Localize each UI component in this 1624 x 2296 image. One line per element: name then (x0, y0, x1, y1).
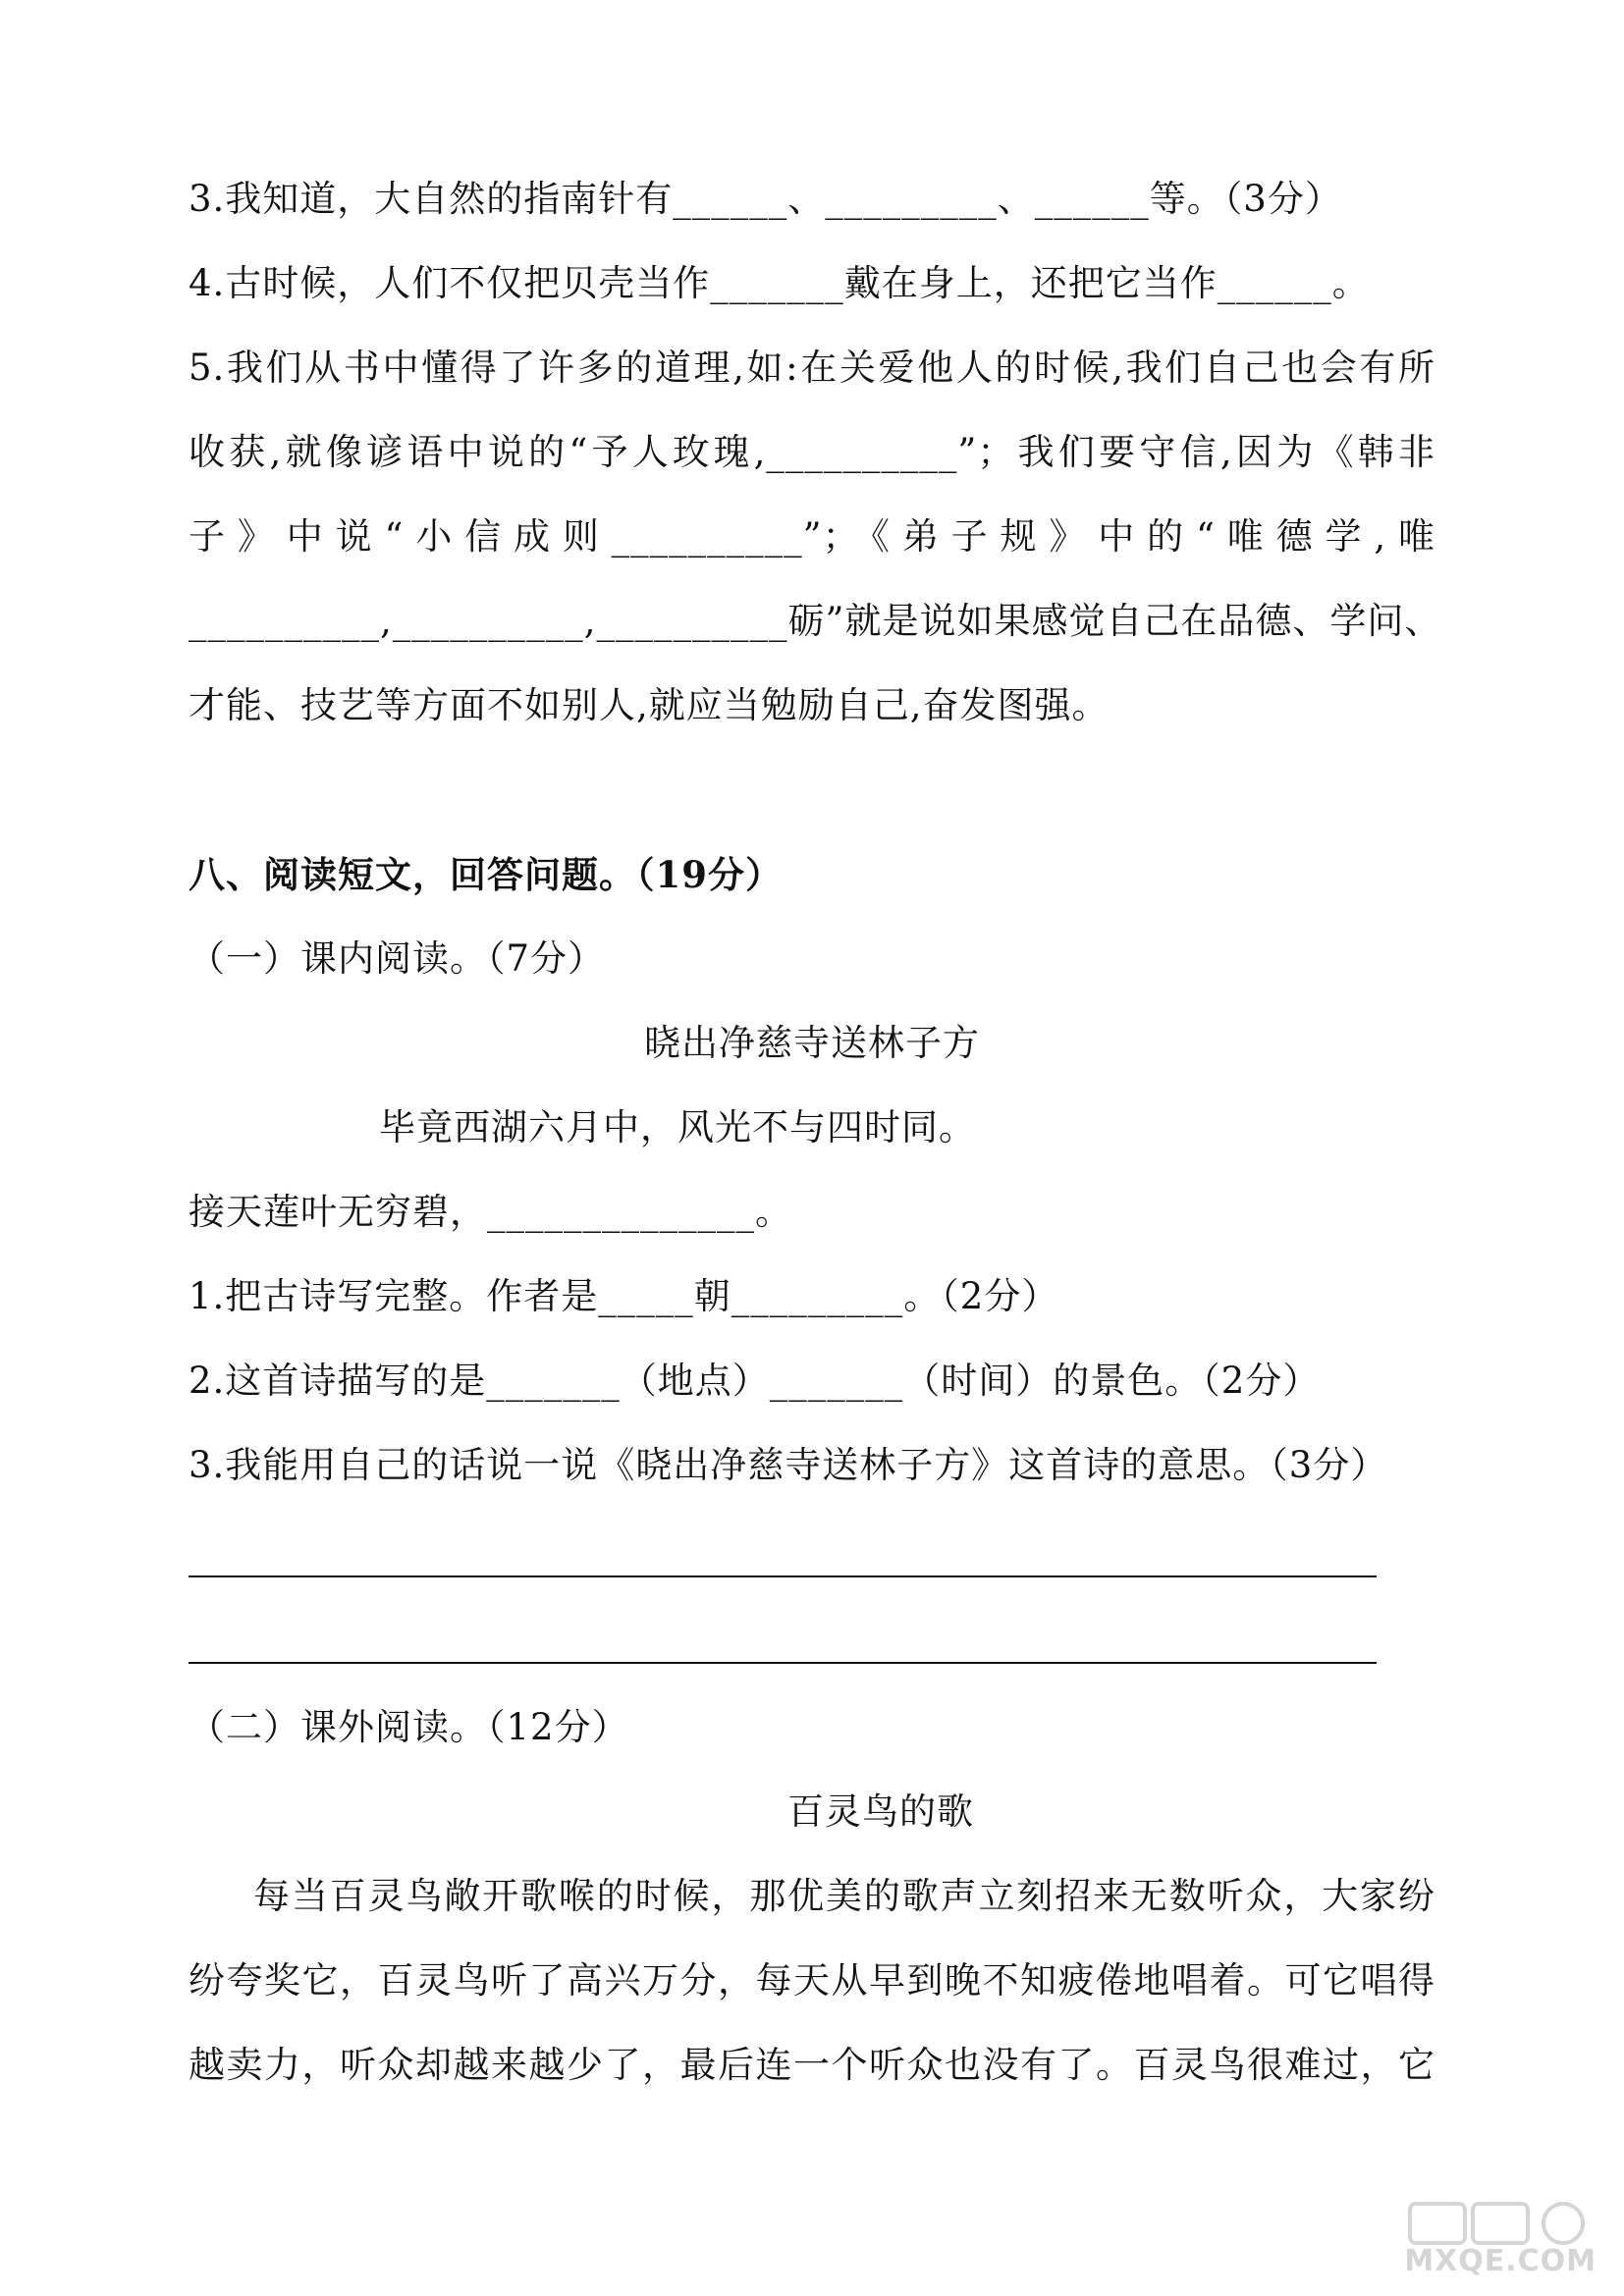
answer-stamp-logo-icon (1400, 2200, 1597, 2249)
question-7-3: 3.我知道，大自然的指南针有______、_________、______等。（3分） (189, 178, 1342, 220)
question-8-1-1: 1.把古诗写完整。作者是_____朝_________。（2分） (189, 1275, 1059, 1317)
answer-line-1[interactable] (189, 1575, 1377, 1577)
question-7-5-line1: 5.我们从书中懂得了许多的道理,如:在关爱他人的时候,我们自己也会有所 (189, 347, 1435, 389)
question-7-5-line3: 子》中说“小信成则__________”；《弟子规》中的“唯德学,唯 (189, 515, 1435, 558)
watermark-text: MXQE.COM (1404, 2244, 1597, 2278)
poem-line-2: 接天莲叶无穷碧，______________。 (189, 1191, 792, 1233)
question-7-5-line2: 收获,就像谚语中说的“予人玫瑰,__________”；我们要守信,因为《韩非 (189, 431, 1435, 473)
section-8-title: 八、阅读短文，回答问题。（19分） (189, 853, 783, 896)
story-title: 百灵鸟的歌 (787, 1790, 974, 1833)
poem-title: 晓出净慈寺送林子方 (644, 1022, 980, 1064)
question-7-4: 4.古时候，人们不仅把贝壳当作_______戴在身上，还把它当作______。 (189, 262, 1370, 304)
poem-line-1: 毕竟西湖六月中，风光不与四时同。 (379, 1106, 976, 1148)
question-7-5-line4: __________,__________,__________砺”就是说如果感觉自己在品德、学问、 (189, 600, 1442, 642)
story-para-line2: 纷夸奖它，百灵鸟听了高兴万分，每天从早到晚不知疲倦地唱着。可它唱得 (189, 1959, 1435, 2002)
watermark (1400, 2200, 1597, 2278)
question-8-1-2: 2.这首诗描写的是_______（地点）_______（时间）的景色。（2分） (189, 1360, 1321, 1402)
question-8-1-3: 3.我能用自己的话说一说《晓出净慈寺送林子方》这首诗的意思。（3分） (189, 1444, 1388, 1486)
part2-heading: （二）课外阅读。（12分） (189, 1706, 629, 1748)
question-7-5-line5: 才能、技艺等方面不如别人,就应当勉励自己,奋发图强。 (189, 684, 1110, 726)
story-para-line3: 越卖力，听众却越来越少了，最后连一个听众也没有了。百灵鸟很难过，它 (189, 2044, 1435, 2086)
story-para-line1: 每当百灵鸟敞开歌喉的时候，那优美的歌声立刻招来无数听众，大家纷 (253, 1875, 1435, 1917)
part1-heading: （一）课内阅读。（7分） (189, 937, 606, 980)
answer-line-2[interactable] (189, 1662, 1377, 1664)
